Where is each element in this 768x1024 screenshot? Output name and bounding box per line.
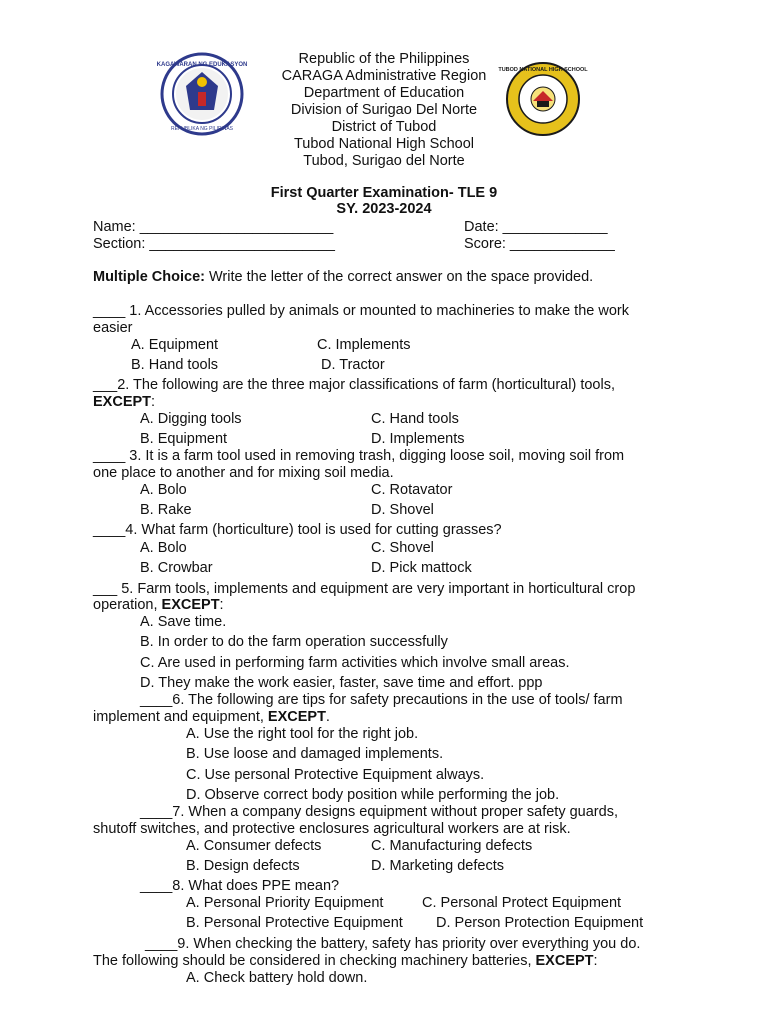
question-4-choice-b: B. Crowbar (140, 560, 213, 576)
header-line: District of Tubod (331, 119, 437, 135)
header-line: Tubod, Surigao del Norte (303, 153, 465, 169)
score-field[interactable]: Score: _____________ (464, 236, 615, 252)
exam-title-line2: SY. 2023-2024 (336, 201, 432, 217)
question-4-choice-a: A. Bolo (140, 540, 187, 556)
question-3-stem-cont: one place to another and for mixing soil media. (93, 465, 394, 481)
header-line: Republic of the Philippines (298, 51, 470, 67)
punctuation: : (593, 953, 598, 969)
question-9-stem-cont (93, 953, 598, 969)
question-5-choice-b: B. In order to do the farm operation successfully (140, 634, 448, 650)
punctuation: . (325, 709, 330, 725)
instructions (93, 269, 593, 285)
instructions-text: Write the letter of the correct answer on the space provided. (204, 269, 594, 285)
question-2-stem-cont (93, 394, 155, 410)
question-5-choice-c: C. Are used in performing farm activities which involve small areas. (140, 655, 570, 671)
question-1-choice-c: C. Implements (317, 337, 411, 353)
name-field[interactable]: Name: ________________________ (93, 219, 334, 235)
svg-text:REPUBLIKA NG PILIPINAS: REPUBLIKA NG PILIPINAS (171, 126, 233, 132)
exam-title-line1: First Quarter Examination- TLE 9 (270, 185, 498, 201)
stem-text: operation, (93, 597, 162, 613)
header-line: Division of Surigao Del Norte (290, 102, 478, 118)
question-9-stem: ____9. When checking the battery, safety has priority over everything you do. (145, 936, 641, 952)
section-field[interactable]: Section: _______________________ (93, 236, 335, 252)
stem-text: implement and equipment, (93, 709, 268, 725)
question-8-choice-a: A. Personal Priority Equipment (186, 895, 384, 911)
question-4-choice-d: D. Pick mattock (371, 560, 472, 576)
question-8-choice-d: D. Person Protection Equipment (436, 915, 644, 931)
exam-title (184, 185, 584, 217)
question-6-choice-d: D. Observe correct body position while performing the job. (186, 787, 560, 803)
question-8-choice-c: C. Personal Protect Equipment (422, 895, 622, 911)
question-7-stem: ____7. When a company designs equipment without proper safety guards, (140, 804, 618, 820)
question-6-choice-a: A. Use the right tool for the right job. (186, 726, 419, 742)
question-3-choice-b: B. Rake (140, 502, 192, 518)
except-label: EXCEPT (161, 597, 220, 613)
question-8-stem: ____8. What does PPE mean? (140, 878, 340, 894)
question-9-choice-a: A. Check battery hold down. (186, 970, 368, 986)
question-6-choice-c: C. Use personal Protective Equipment always. (186, 767, 485, 783)
svg-text:KAGAWARAN NG EDUKASYON: KAGAWARAN NG EDUKASYON (156, 62, 248, 68)
question-7-choice-a: A. Consumer defects (186, 838, 322, 854)
question-5-stem: ___ 5. Farm tools, implements and equipment are very important in horticultural crop (93, 581, 636, 597)
svg-text:TUBOD NATIONAL HIGH SCHOOL: TUBOD NATIONAL HIGH SCHOOL (498, 67, 588, 73)
except-label: EXCEPT (267, 709, 326, 725)
except-label: EXCEPT (93, 394, 152, 410)
except-label: EXCEPT (535, 953, 594, 969)
instructions-label: Multiple Choice: (93, 269, 205, 285)
question-2-choice-c: C. Hand tools (371, 411, 459, 427)
letterhead (234, 51, 534, 170)
question-4-choice-c: C. Shovel (371, 540, 434, 556)
question-3-choice-a: A. Bolo (140, 482, 187, 498)
question-7-choice-d: D. Marketing defects (371, 858, 504, 874)
question-1-stem-cont: easier (93, 320, 133, 336)
question-2-choice-a: A. Digging tools (140, 411, 242, 427)
question-6-stem-cont (93, 709, 330, 725)
date-field[interactable]: Date: _____________ (464, 219, 608, 235)
question-7-choice-b: B. Design defects (186, 858, 300, 874)
stem-text: The following should be considered in checking machinery batteries, (93, 953, 536, 969)
question-1-choice-a: A. Equipment (131, 337, 219, 353)
header-line: Tubod National High School (293, 136, 475, 152)
question-3-choice-d: D. Shovel (371, 502, 434, 518)
question-3-choice-c: C. Rotavator (371, 482, 453, 498)
header-line: CARAGA Administrative Region (281, 68, 487, 84)
question-5-choice-d: D. They make the work easier, faster, save time and effort. ppp (140, 675, 543, 691)
deped-seal-logo (156, 52, 248, 136)
question-1-choice-b: B. Hand tools (131, 357, 219, 373)
question-2-choice-b: B. Equipment (140, 431, 228, 447)
question-5-stem-cont (93, 597, 224, 613)
question-4-stem: ____4. What farm (horticulture) tool is used for cutting grasses? (93, 522, 502, 538)
question-7-choice-c: C. Manufacturing defects (371, 838, 533, 854)
question-7-stem-cont: shutoff switches, and protective enclosures agricultural workers are at risk. (93, 821, 571, 837)
punctuation: : (219, 597, 224, 613)
question-2-stem: ___2. The following are the three major classifications of farm (horticultural) tools, (93, 377, 615, 393)
punctuation: : (151, 394, 156, 410)
header-line: Department of Education (303, 85, 465, 101)
question-1-stem: ____ 1. Accessories pulled by animals or mounted to machineries to make the work (93, 303, 629, 319)
question-6-stem: ____6. The following are tips for safety precautions in the use of tools/ farm (140, 692, 623, 708)
question-6-choice-b: B. Use loose and damaged implements. (186, 746, 444, 762)
question-3-stem: ____ 3. It is a farm tool used in removing trash, digging loose soil, moving soil from (93, 448, 625, 464)
question-2-choice-d: D. Implements (371, 431, 465, 447)
question-1-choice-d: D. Tractor (321, 357, 385, 373)
question-8-choice-b: B. Personal Protective Equipment (186, 915, 403, 931)
question-5-choice-a: A. Save time. (140, 614, 227, 630)
